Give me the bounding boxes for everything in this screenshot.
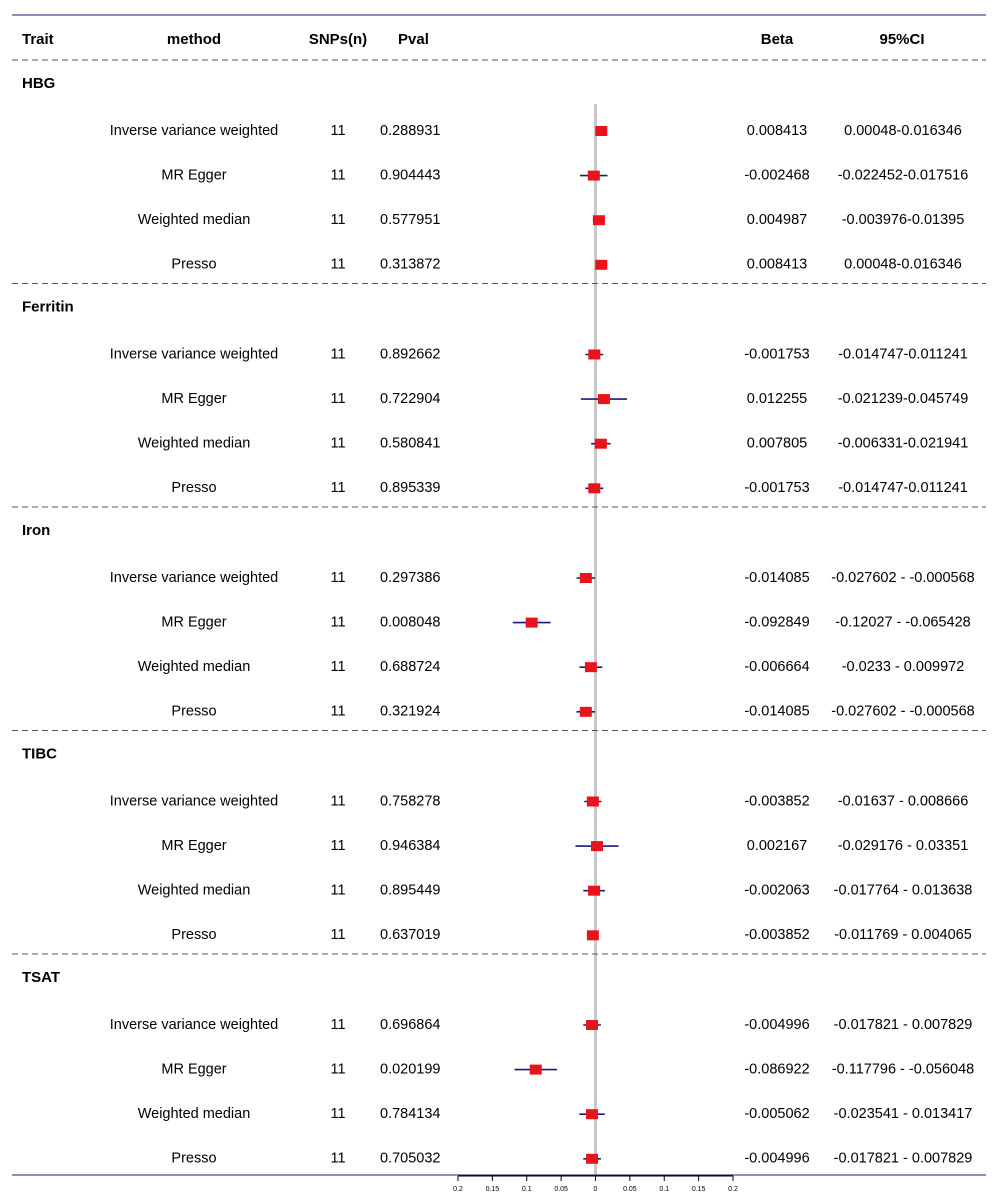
header-method: method <box>166 31 222 48</box>
pval-value: 0.688724 <box>380 659 441 676</box>
beta-marker <box>593 215 605 225</box>
snps-value: 11 <box>330 1150 346 1167</box>
beta-marker <box>595 260 607 270</box>
beta-marker <box>585 662 597 672</box>
snps-value: 11 <box>330 927 346 944</box>
pval-value: 0.637019 <box>380 927 441 944</box>
beta-marker <box>588 483 600 493</box>
pval-value: 0.288931 <box>380 122 441 139</box>
snps-value: 11 <box>330 167 346 184</box>
ci-value: 0.00048-0.016346 <box>844 122 962 139</box>
method-label: MR Egger <box>161 390 227 407</box>
snps-value: 11 <box>330 569 346 586</box>
ci-value: -0.029176 - 0.03351 <box>837 837 969 854</box>
beta-marker <box>595 439 607 449</box>
trait-label: Ferritin <box>22 298 74 316</box>
method-label: Inverse variance weighted <box>109 1016 279 1033</box>
pval-value: 0.696864 <box>380 1016 441 1033</box>
pval-value: 0.895449 <box>380 882 441 899</box>
pval-value: 0.580841 <box>380 435 441 452</box>
method-label: Presso <box>171 480 217 497</box>
ci-value: -0.006331-0.021941 <box>837 435 969 452</box>
pval-value: 0.946384 <box>380 837 441 854</box>
beta-marker <box>588 886 600 896</box>
plot-body <box>12 75 986 1193</box>
method-label: Inverse variance weighted <box>109 569 279 586</box>
pval-value: 0.705032 <box>380 1150 441 1167</box>
pval-value: 0.313872 <box>380 256 441 273</box>
beta-marker <box>526 618 538 628</box>
beta-value: -0.014085 <box>744 569 810 586</box>
method-label: Inverse variance weighted <box>109 346 279 363</box>
beta-value: -0.002063 <box>744 882 810 899</box>
beta-marker <box>586 1109 598 1119</box>
beta-value: 0.012255 <box>746 390 808 407</box>
snps-value: 11 <box>330 882 346 899</box>
pval-value: 0.784134 <box>380 1106 441 1123</box>
beta-marker <box>588 171 600 181</box>
ci-value: -0.017764 - 0.013638 <box>833 882 973 899</box>
beta-value: -0.001753 <box>744 480 810 497</box>
snps-value: 11 <box>330 480 346 497</box>
snps-value: 11 <box>330 212 346 229</box>
snps-value: 11 <box>330 703 346 720</box>
x-tick-label: 0.2 <box>728 1186 738 1193</box>
method-label: MR Egger <box>161 614 227 631</box>
method-label: Presso <box>171 1150 217 1167</box>
x-tick-label: 0.15 <box>691 1186 706 1193</box>
header-beta: Beta <box>760 31 794 48</box>
method-label: Weighted median <box>137 659 251 676</box>
beta-marker <box>580 707 592 717</box>
trait-label: HBG <box>22 75 56 92</box>
header-pval: Pval <box>398 31 429 48</box>
method-label: Presso <box>171 927 217 944</box>
beta-value: -0.014085 <box>744 703 810 720</box>
trait-label: Iron <box>22 522 51 539</box>
ci-value: -0.003976-0.01395 <box>841 212 965 229</box>
beta-value: -0.004996 <box>744 1150 810 1167</box>
beta-value: -0.092849 <box>744 614 810 631</box>
pval-value: 0.722904 <box>380 390 441 407</box>
snps-value: 11 <box>330 837 346 854</box>
method-label: Weighted median <box>137 1106 251 1123</box>
snps-value: 11 <box>330 793 346 810</box>
snps-value: 11 <box>330 1061 346 1078</box>
pval-value: 0.577951 <box>380 212 441 229</box>
beta-marker <box>598 394 610 404</box>
beta-value: 0.008413 <box>746 256 808 273</box>
pval-value: 0.297386 <box>380 569 441 586</box>
pval-value: 0.895339 <box>380 480 441 497</box>
method-label: Inverse variance weighted <box>109 122 279 139</box>
x-tick-label: 0.05 <box>623 1186 637 1193</box>
method-label: Presso <box>171 256 217 273</box>
ci-value: -0.027602 - -0.000568 <box>831 569 975 586</box>
snps-value: 11 <box>330 346 346 363</box>
x-tick-label: 0.15 <box>485 1186 500 1193</box>
ci-value: -0.01637 - 0.008666 <box>837 793 969 810</box>
x-tick-label: 0 <box>593 1186 598 1193</box>
trait-label: TIBC <box>22 745 57 763</box>
method-label: Weighted median <box>137 882 251 899</box>
pval-value: 0.904443 <box>380 167 441 184</box>
method-label: Weighted median <box>137 435 251 452</box>
header-snps: SNPs(n) <box>308 31 368 48</box>
ci-value: -0.117796 - -0.056048 <box>831 1061 975 1078</box>
beta-marker <box>586 1154 598 1164</box>
method-label: MR Egger <box>161 837 227 854</box>
beta-value: 0.004987 <box>746 212 808 229</box>
pval-value: 0.008048 <box>380 614 441 631</box>
pval-value: 0.020199 <box>380 1061 441 1078</box>
beta-value: -0.002468 <box>744 167 810 184</box>
ci-value: -0.0233 - 0.009972 <box>841 659 965 676</box>
snps-value: 11 <box>330 390 346 407</box>
ci-value: -0.021239-0.045749 <box>837 390 969 407</box>
beta-value: -0.006664 <box>744 659 810 676</box>
ci-value: -0.017821 - 0.007829 <box>833 1150 973 1167</box>
x-tick-label: 0.1 <box>659 1186 670 1193</box>
snps-value: 11 <box>330 614 346 631</box>
beta-value: 0.002167 <box>746 837 808 854</box>
x-tick-label: 0.1 <box>521 1186 532 1193</box>
header-trait: Trait <box>22 31 54 48</box>
ci-value: -0.12027 - -0.065428 <box>835 614 971 631</box>
beta-value: -0.003852 <box>744 927 810 944</box>
beta-marker <box>580 573 592 583</box>
beta-marker <box>591 841 603 851</box>
pval-value: 0.321924 <box>380 703 441 720</box>
trait-label: TSAT <box>22 969 61 986</box>
snps-value: 11 <box>330 256 346 273</box>
x-tick-label: 0.2 <box>453 1186 463 1193</box>
snps-value: 11 <box>330 659 346 676</box>
method-label: MR Egger <box>161 167 227 184</box>
ci-value: 0.00048-0.016346 <box>844 256 962 273</box>
ci-value: -0.027602 - -0.000568 <box>831 703 975 720</box>
beta-marker <box>595 126 607 136</box>
beta-value: 0.008413 <box>746 122 808 139</box>
beta-marker <box>586 1020 598 1030</box>
ci-value: -0.022452-0.017516 <box>837 167 969 184</box>
beta-marker <box>530 1065 542 1075</box>
pval-value: 0.892662 <box>380 346 441 363</box>
snps-value: 11 <box>330 122 346 139</box>
snps-value: 11 <box>330 435 346 452</box>
beta-marker <box>587 797 599 807</box>
beta-value: 0.007805 <box>746 435 808 452</box>
beta-value: -0.003852 <box>744 793 810 810</box>
ci-value: -0.014747-0.011241 <box>838 346 968 363</box>
beta-value: -0.001753 <box>744 346 810 363</box>
method-label: Presso <box>171 703 217 720</box>
ci-value: -0.014747-0.011241 <box>838 480 968 497</box>
ci-value: -0.023541 - 0.013417 <box>833 1106 973 1123</box>
method-label: MR Egger <box>161 1061 227 1078</box>
method-label: Inverse variance weighted <box>109 793 279 810</box>
method-label: Weighted median <box>137 212 251 229</box>
beta-value: -0.005062 <box>744 1106 810 1123</box>
header-ci: 95%CI <box>879 31 925 48</box>
beta-marker <box>587 930 599 940</box>
ci-value: -0.017821 - 0.007829 <box>833 1016 973 1033</box>
ci-value: -0.011769 - 0.004065 <box>834 927 972 944</box>
beta-value: -0.004996 <box>744 1016 810 1033</box>
snps-value: 11 <box>330 1106 346 1123</box>
snps-value: 11 <box>330 1016 346 1033</box>
pval-value: 0.758278 <box>380 793 441 810</box>
x-tick-label: 0.05 <box>554 1186 568 1193</box>
beta-marker <box>588 350 600 360</box>
beta-value: -0.086922 <box>744 1061 810 1078</box>
